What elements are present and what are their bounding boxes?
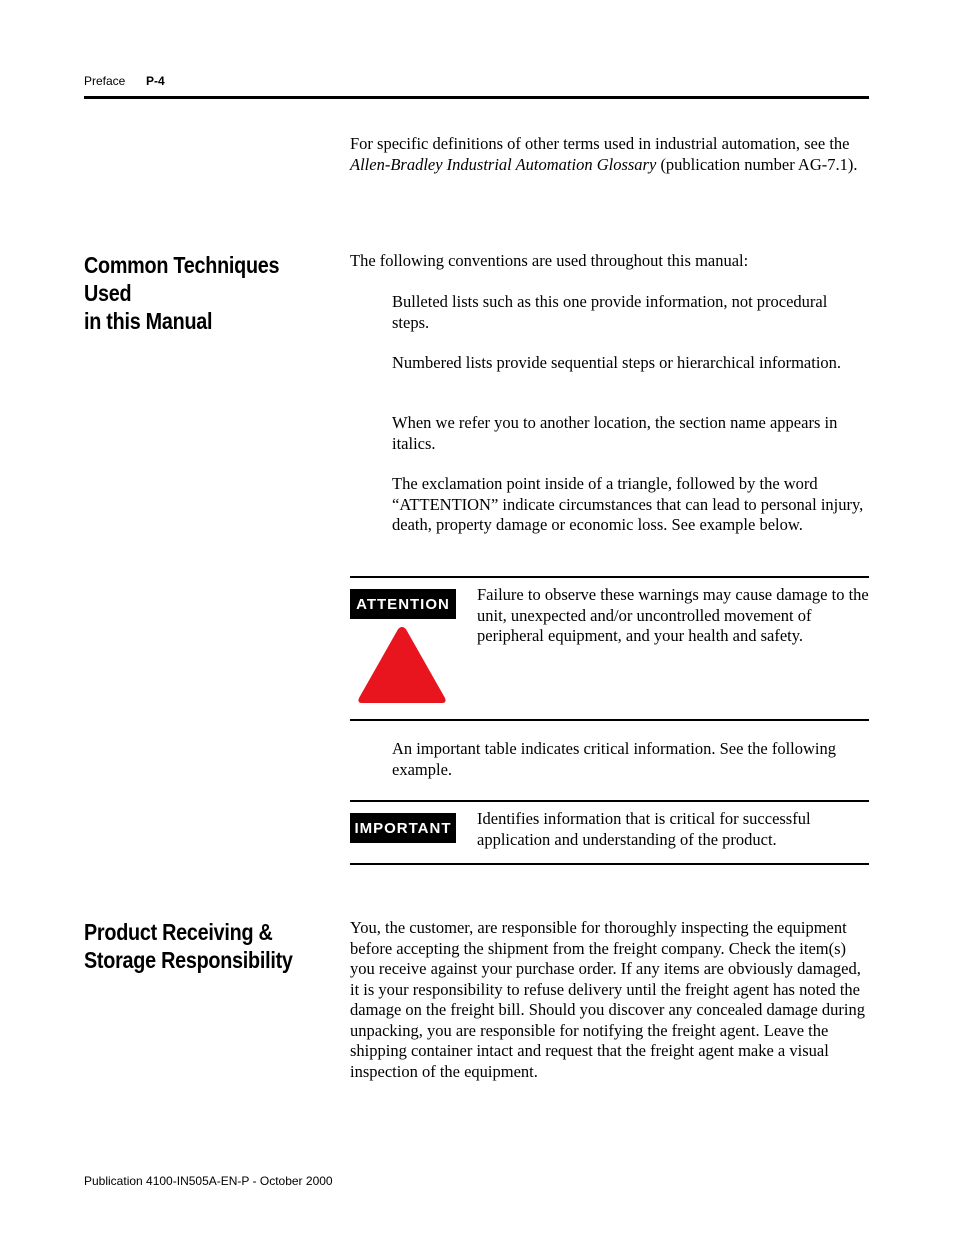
receiving-heading-line1: Product Receiving & [84, 919, 273, 945]
header-page-number: P-4 [146, 74, 165, 88]
list-item: Bulleted lists such as this one provide information, not procedural steps. [392, 292, 828, 332]
important-text: Identifies information that is critical for successful application and understanding of the product. [477, 809, 811, 849]
warning-triangle-icon [356, 624, 448, 706]
attention-top-rule [350, 576, 869, 578]
attention-text: Failure to observe these warnings may cause damage to the unit, unexpected and/or uncontrolled movement of peripheral equipment, and your health and safety. [477, 585, 869, 645]
glossary-title: Allen-Bradley Industrial Automation Glossary [350, 154, 657, 174]
header-rule [84, 96, 869, 99]
conventions-heading-line2: in this Manual [84, 308, 213, 334]
receiving-heading [84, 918, 299, 974]
header-section: Preface [84, 74, 126, 88]
attention-bottom-rule [350, 719, 869, 721]
intro-text-2: (publication number AG-7.1). [656, 154, 858, 174]
important-intro: An important table indicates critical information. See the following example. [392, 739, 837, 779]
receiving-paragraph: You, the customer, are responsible for thoroughly inspecting the equipment before accepting the shipment from the freight company. Check the item(s) you receive against your purchase order. If any items are obviously damaged, it is your responsibility to refuse delivery until the freight agent has noted the damage on the freight bill. Should you discover any concealed damage during unpacking, you are responsible for notifying the freight agent. Leave the shipping container intact and request that the freight agent make a visual inspection of the equipment. [350, 918, 866, 1081]
important-bottom-rule [350, 863, 869, 865]
list-item: The exclamation point inside of a triangle, followed by the word “ATTENTION” indicate circumstances that can lead to personal injury, death, property damage or economic loss. See example below. [392, 474, 864, 534]
attention-label: ATTENTION [350, 589, 456, 619]
receiving-heading-line2: Storage Responsibility [84, 947, 293, 973]
list-item: Numbered lists provide sequential steps or hierarchical information. [392, 353, 842, 372]
page-header [84, 72, 869, 90]
conventions-heading-line1: Common Techniques Used [84, 252, 280, 306]
intro-paragraph [350, 134, 868, 175]
conventions-heading [84, 251, 299, 335]
conventions-lead: The following conventions are used throughout this manual: [350, 251, 749, 270]
important-label: IMPORTANT [350, 813, 456, 843]
important-top-rule [350, 800, 869, 802]
list-item: When we refer you to another location, the section name appears in italics. [392, 413, 838, 453]
footer-publication: Publication 4100-IN505A-EN-P - October 2000 [84, 1174, 333, 1188]
intro-text-1: For specific definitions of other terms used in industrial automation, see the [350, 134, 850, 153]
